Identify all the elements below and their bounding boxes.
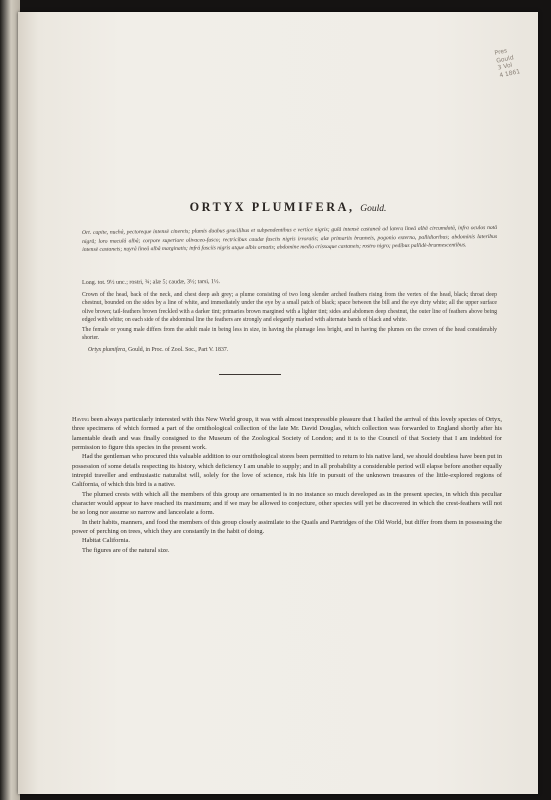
divider-rule: [219, 374, 281, 375]
body-paragraph: In their habits, manners, and food the members of this group closely assimilate to the Quails and Partridges of the Old World, but differ from them in possessing the power of perching on trees, which they are constantly in the habit of doing.: [72, 518, 502, 536]
literature-reference: [88, 347, 488, 353]
description-paragraph: The female or young male differs from the adult male in being less in size, in having the plumage less bright, and in having the plumes on the crown of the head considerably shorter.: [82, 326, 497, 342]
reference-citation: , Gould, in Proc. of Zool. Soc., Part V. 1837.: [125, 347, 229, 353]
reference-name: Ortyx plumifera: [88, 347, 126, 353]
body-paragraph: Had the gentleman who procured this valuable addition to our ornithological stores been permitted to return to his native land, we should doubtless have been put in possession of some details respecting its history, which deficiency I am unable to supply; and in all probability a considerable period will elapse before another equally intrepid traveller and enthusiastic naturalist will, solely for the love of science, risk his life in pursuit of the unknown treasures of the little-explored regions of California, of which this bird is a native.: [72, 453, 502, 489]
body-paragraph-text: been always particularly interested with this New World group, it was with almost inexpressible pleasure that I hailed the arrival of this lovely species of Ortyx, three specimens of which formed a part of the ornithological collection of the late Mr. David Douglas, which collection was forwarded to England shortly after his lamentable death and was finally consigned to the Museum of the Zoological Society of London; and it is to the Council of that Society that I am indebted for permission to figure this species in the present work.: [72, 416, 502, 452]
page-title: [78, 200, 498, 215]
body-text: [72, 415, 502, 555]
measurements: Long. tot. 9½ unc.; rostri, ¾; alæ 5; caudæ, 3½; tarsi, 1½.: [82, 279, 221, 286]
book-page: [18, 12, 538, 794]
plumage-description: [82, 291, 497, 343]
body-paragraph: The plumed crests with which all the members of this group are ornamented is in no instance so much developed as in the present species, in which this peculiar character would appear to have reached its maximum; and if we may be allowed to conjecture, other species will yet be discovered in which the crest-feathers will not be so long nor assume so narrow and lanceolate a form.: [72, 490, 502, 517]
body-paragraph: [72, 415, 502, 452]
title-author: Gould.: [360, 204, 387, 214]
latin-description: Ort. capite, nuchâ, pectoreque intensè cinereis; plumis duabus gracilibus et subpendentibus e vertice nigris; gulâ intensè castaneâ ad latera lineâ albâ circumdatâ, infra oculos notâ nigrâ; loro maculâ albâ; corpore superiore olivaceo-fusco; rectricibus caudæ fasciis nigris irroratis; alæ primariis brunneis, pogonio externo, pallidioribus; abdominis lateribus intensè castaneis; nuyrâ lineâ albâ marginatis; infrâ fasciis nigris atque albis ornatis; abdomine medio crissoque castaneis; rostro nigro; pedibus pallidè-brunnescentibus.: [82, 224, 498, 254]
pencil-annotation: Pres Gould 3 Vol 4 1861: [494, 47, 521, 79]
figures-note: The figures are of the natural size.: [82, 546, 170, 554]
species-name: ORTYX PLUMIFERA,: [189, 200, 355, 214]
habitat-line: Habitat California.: [82, 537, 130, 545]
adjacent-page-edge: [0, 0, 20, 800]
drop-word: Having: [72, 416, 89, 423]
description-paragraph: Crown of the head, back of the neck, and chest deep ash grey; a plume consisting of two long slender arched feathers rising from the vertex of the head, black; throat deep chestnut, bounded on the sides by a line of white, and immediately under the eye by a small patch of black; space between the bill and the eye dirty white; all the upper surface olive brown; tail-feathers brown freckled with a darker tint; primaries brown margined with a lighter tint; sides and abdomen deep chestnut, the outer line of feathers above being edged with white; on each side of the abdominal line the feathers are strongly and elegantly marked with alternate bands of black and white.: [82, 292, 497, 324]
